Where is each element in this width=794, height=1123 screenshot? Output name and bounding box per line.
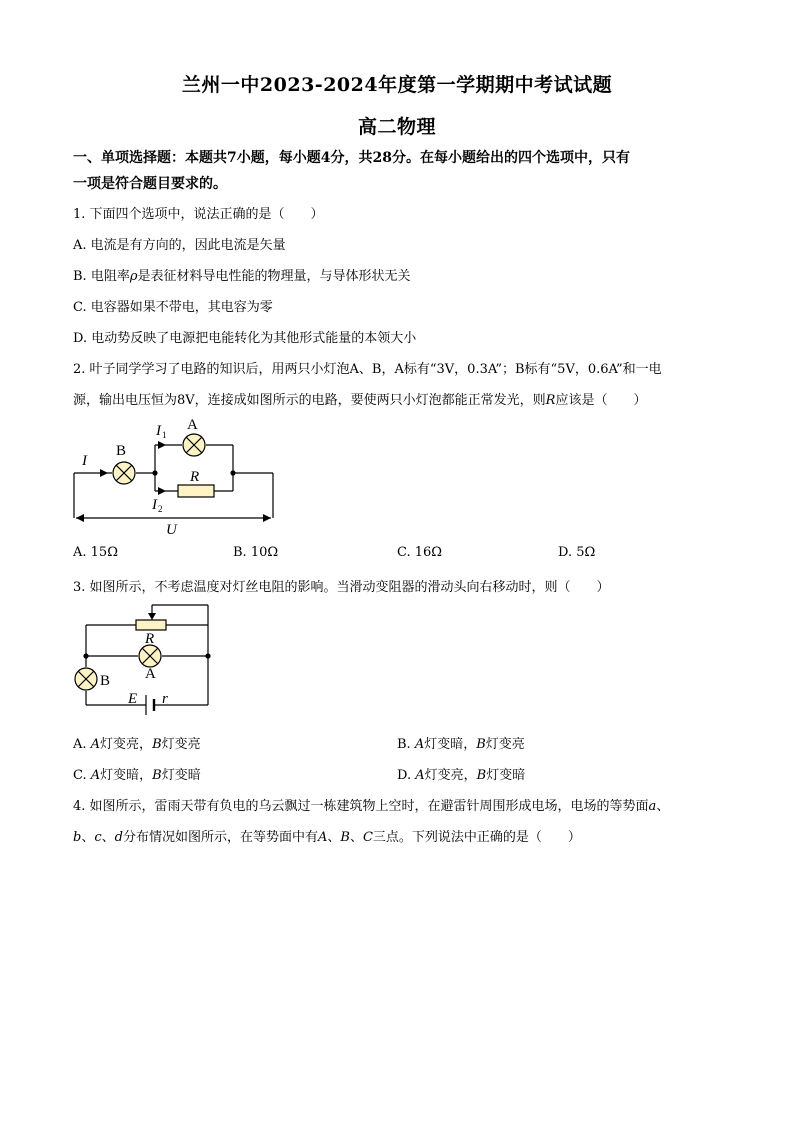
- q1-option-b: [73, 265, 411, 284]
- q3-option-c-v1: A: [90, 768, 101, 783]
- q1-option-b-post: 是表征材料导电性能的物理量，与导体形状无关: [137, 269, 411, 284]
- q3-label-R: R: [145, 631, 155, 647]
- q2-stem-line2: [73, 389, 646, 408]
- q3-label-A: A: [145, 666, 156, 682]
- q3-option-d-v1: A: [415, 768, 425, 783]
- q3-option-d-pre: D.: [397, 768, 416, 783]
- q3-option-b-v1: A: [414, 737, 425, 752]
- q3-option-d-m2: 灯变暗: [486, 768, 526, 783]
- q4-line2-C: C: [362, 830, 373, 845]
- q2-label-R: R: [190, 469, 200, 485]
- q4-line2-post: 三点。下列说法中正确的是（ ）: [372, 830, 581, 845]
- q2-label-B: B: [116, 443, 127, 459]
- q3-option-b-v2: B: [476, 737, 486, 752]
- q4-line2-s1: 、: [81, 830, 95, 845]
- q3-circuit-diagram: [70, 595, 230, 725]
- q2-option-d: D. 5Ω: [558, 545, 596, 560]
- q1-option-b-rho: ρ: [129, 269, 138, 284]
- q3-label-r: r: [162, 691, 168, 707]
- q4-line2-s2: 、: [101, 830, 115, 845]
- q4-line2-c: c: [94, 830, 102, 845]
- q4-line2-B: B: [340, 830, 350, 845]
- q1-option-b-pre: B. 电阻率: [73, 269, 130, 284]
- q4-stem-line1: [73, 795, 669, 814]
- q3-stem: 3. 如图所示，不考虑温度对灯丝电阻的影响。当滑动变阻器的滑动头向右移动时，则（ ）: [73, 580, 610, 595]
- section-heading-line2: 一项是符合题目要求的。: [73, 176, 227, 192]
- q4-line2-s3: 、: [327, 830, 341, 845]
- q4-line2-A: A: [317, 830, 328, 845]
- q2-option-a: A. 15Ω: [73, 545, 118, 560]
- q3-label-E: E: [128, 691, 138, 707]
- q3-option-c-m1: 灯变暗，: [100, 768, 153, 783]
- q2-stem-line1: 2. 叶子同学学习了电路的知识后，用两只小灯泡A、B，A标有“3V，0.3A”；B标有“5V，0.6A”和一电: [73, 362, 662, 377]
- subject-title: 高二物理: [357, 116, 436, 138]
- q3-option-b-m1: 灯变暗，: [424, 737, 477, 752]
- q2-line2-pre: 源，输出电压恒为8V，连接成如图所示的电路，要使两只小灯泡都能正常发光，则: [73, 393, 546, 408]
- q3-option-a-m1: 灯变亮，: [100, 737, 153, 752]
- q3-option-c-m2: 灯变暗: [161, 768, 201, 783]
- q1-option-d: D. 电动势反映了电源把电能转化为其他形式能量的本领大小: [73, 331, 417, 346]
- q3-label-B: B: [100, 673, 111, 689]
- q2-label-I1-sub: 1: [162, 430, 167, 440]
- q3-option-d-m1: 灯变亮，: [424, 768, 477, 783]
- q1-stem: 1. 下面四个选项中，说法正确的是（ ）: [73, 207, 324, 222]
- q3-option-b-pre: B.: [397, 737, 415, 752]
- q3-option-a: [73, 733, 201, 752]
- q4-line2-d: d: [114, 830, 123, 845]
- q3-option-a-v1: A: [90, 737, 101, 752]
- q3-option-a-pre: A.: [73, 737, 91, 752]
- q2-option-c: C. 16Ω: [397, 545, 443, 560]
- q2-label-I: I: [82, 453, 87, 469]
- q2-option-b: B. 10Ω: [233, 545, 279, 560]
- q4-line1-a: a: [648, 799, 657, 814]
- q1-option-a: A. 电流是有方向的，因此电流是矢量: [73, 238, 286, 253]
- q4-line1-pre: 4. 如图所示，雷雨天带有负电的乌云飘过一栋建筑物上空时，在避雷针周围形成电场，电场的等势面: [73, 799, 649, 814]
- q4-line1-post: 、: [656, 799, 670, 814]
- q3-option-b-m2: 灯变亮: [485, 737, 525, 752]
- q1-option-c: C. 电容器如果不带电，其电容为零: [73, 300, 273, 315]
- q2-label-A: A: [187, 417, 198, 433]
- q2-circuit-diagram: [60, 410, 300, 540]
- q3-option-b: [397, 733, 525, 752]
- q3-option-c-v2: B: [152, 768, 162, 783]
- q2-label-U: U: [166, 522, 177, 538]
- q2-label-I1: I: [156, 423, 161, 439]
- q3-option-d: [397, 764, 525, 783]
- q3-option-c-pre: C.: [73, 768, 91, 783]
- q4-line2-mid: 分布情况如图所示，在等势面中有: [122, 830, 318, 845]
- q2-label-I2: I: [152, 497, 157, 513]
- exam-title: 兰州一中2023-2024年度第一学期期中考试试题: [181, 74, 613, 96]
- q4-line2-b: b: [73, 830, 82, 845]
- q3-option-d-v2: B: [476, 768, 487, 783]
- q3-option-c: [73, 764, 201, 783]
- q4-line2-s4: 、: [349, 830, 363, 845]
- q2-line2-var: R: [545, 393, 556, 408]
- q3-option-a-v2: B: [152, 737, 162, 752]
- q4-stem-line2: [73, 826, 581, 845]
- q3-option-a-m2: 灯变亮: [161, 737, 201, 752]
- section-heading-line1: 一、单项选择题：本题共7小题，每小题4分，共28分。在每小题给出的四个选项中，只有: [73, 150, 630, 166]
- q2-label-I2-sub: 2: [158, 504, 163, 514]
- q2-line2-post: 应该是（ ）: [555, 393, 647, 408]
